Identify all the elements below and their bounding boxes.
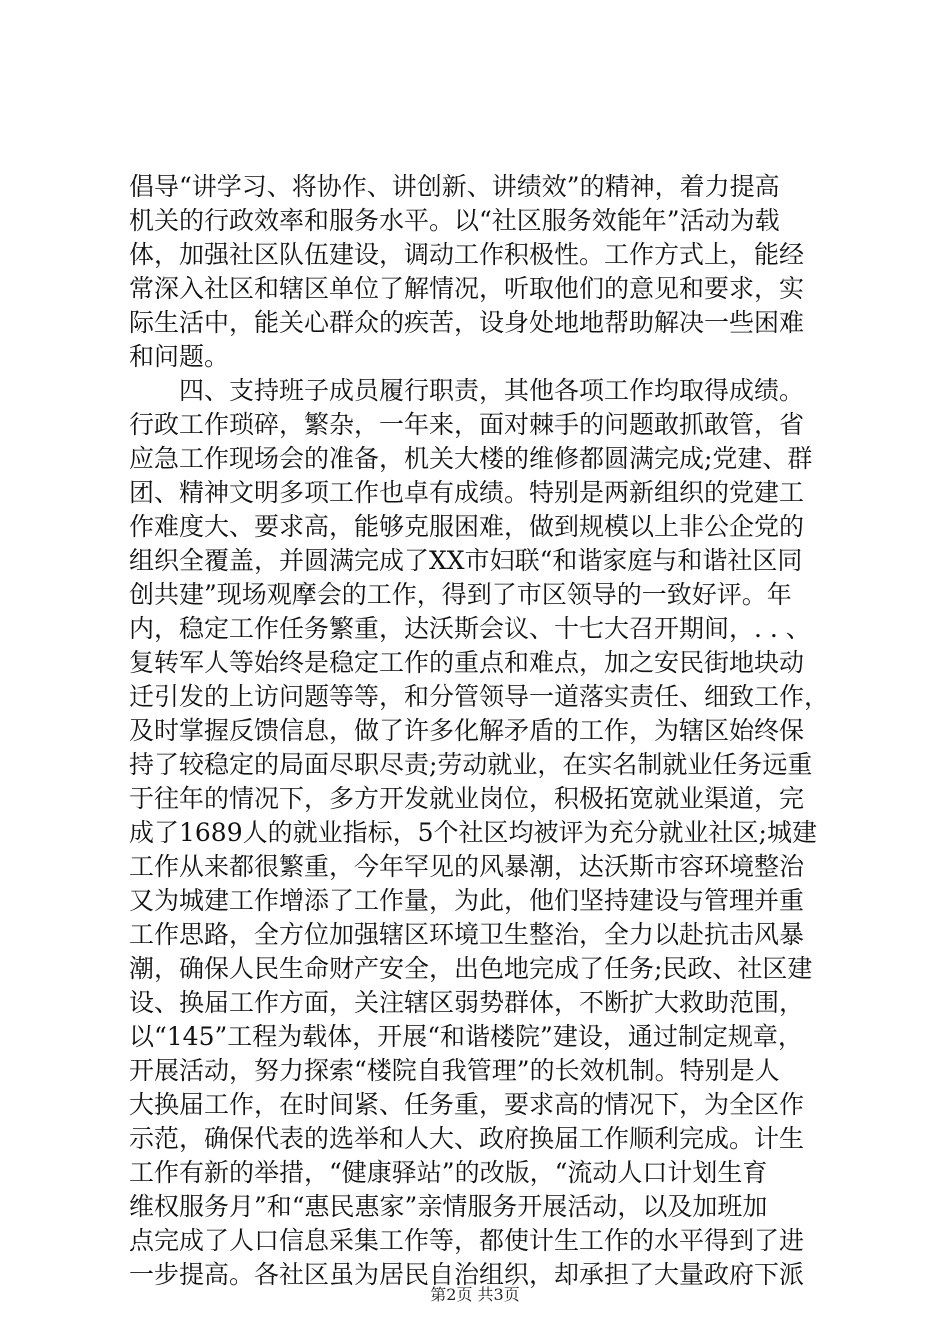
- text-line: 一步提高。各社区虽为居民自治组织，却承担了大量政府下派: [129, 1260, 805, 1289]
- text-line: 工作有新的举措，“健康驿站”的改版，“流动人口计划生育: [129, 1158, 768, 1187]
- text-line: 成了1689人的就业指标，5个社区均被评为充分就业社区;城建: [129, 818, 817, 847]
- text-line: 工作从来都很繁重，今年罕见的风暴潮，达沃斯市容环境整治: [129, 852, 805, 881]
- text-line: 四、支持班子成员履行职责，其他各项工作均取得成绩。: [129, 376, 805, 405]
- text-line: 设、换届工作方面，关注辖区弱势群体，不断扩大救助范围，: [129, 988, 805, 1017]
- text-line: 际生活中，能关心群众的疾苦，设身处地地帮助解决一些困难: [129, 308, 805, 337]
- text-line: 和问题。: [129, 342, 230, 371]
- text-line: 行政工作琐碎，繁杂，一年来，面对棘手的问题敢抓敢管，省: [129, 410, 805, 439]
- text-line: 持了较稳定的局面尽职尽责;劳动就业，在实名制就业任务远重: [129, 750, 813, 779]
- text-line: 点完成了人口信息采集工作等，都使计生工作的水平得到了进: [129, 1226, 805, 1255]
- text-line: 又为城建工作增添了工作量，为此，他们坚持建设与管理并重: [129, 886, 805, 915]
- text-line: 作难度大、要求高，能够克服困难，做到规模以上非公企党的: [129, 512, 805, 541]
- text-line: 倡导“讲学习、将协作、讲创新、讲绩效”的精神，着力提高: [129, 172, 780, 201]
- text-line: 机关的行政效率和服务水平。以“社区服务效能年”活动为载: [129, 206, 780, 235]
- text-line: 维权服务月”和“惠民惠家”亲情服务开展活动，以及加班加: [129, 1192, 768, 1221]
- text-line: 开展活动，努力探索“楼院自我管理”的长效机制。特别是人: [129, 1056, 780, 1085]
- text-line: 工作思路，全方位加强辖区环境卫生整治，全力以赴抗击风暴: [129, 920, 805, 949]
- text-line: 团、精神文明多项工作也卓有成绩。特别是两新组织的党建工: [129, 478, 805, 507]
- text-line: 以“145”工程为载体，开展“和谐楼院”建设，通过制定规章，: [129, 1022, 803, 1051]
- text-line: 创共建”现场观摩会的工作，得到了市区领导的一致好评。年: [129, 580, 792, 609]
- text-line: 及时掌握反馈信息，做了许多化解矛盾的工作，为辖区始终保: [129, 716, 805, 745]
- text-line: 潮，确保人民生命财产安全，出色地完成了任务;民政、社区建: [129, 954, 813, 983]
- text-line: 应急工作现场会的准备，机关大楼的维修都圆满完成;党建、群: [129, 444, 813, 473]
- body-text: [129, 170, 829, 1292]
- text-line: 常深入社区和辖区单位了解情况，听取他们的意见和要求，实: [129, 274, 805, 303]
- text-line: 复转军人等始终是稳定工作的重点和难点，加之安民街地块动: [129, 648, 805, 677]
- text-line: 体，加强社区队伍建设，调动工作积极性。工作方式上，能经: [129, 240, 805, 269]
- text-line: 示范，确保代表的选举和人大、政府换届工作顺利完成。计生: [129, 1124, 805, 1153]
- text-line: 大换届工作，在时间紧、任务重，要求高的情况下，为全区作: [129, 1090, 805, 1119]
- text-line: 组织全覆盖，并圆满完成了XX市妇联“和谐家庭与和谐社区同: [129, 546, 803, 575]
- text-line: 于往年的情况下，多方开发就业岗位，积极拓宽就业渠道，完: [129, 784, 805, 813]
- text-line: 迁引发的上访问题等等，和分管领导一道落实责任、细致工作，: [129, 682, 829, 711]
- page-footer: 第2页 共3页: [430, 1285, 520, 1304]
- text-line: 内，稳定工作任务繁重，达沃斯会议、十七大召开期间，. . 、: [129, 614, 811, 643]
